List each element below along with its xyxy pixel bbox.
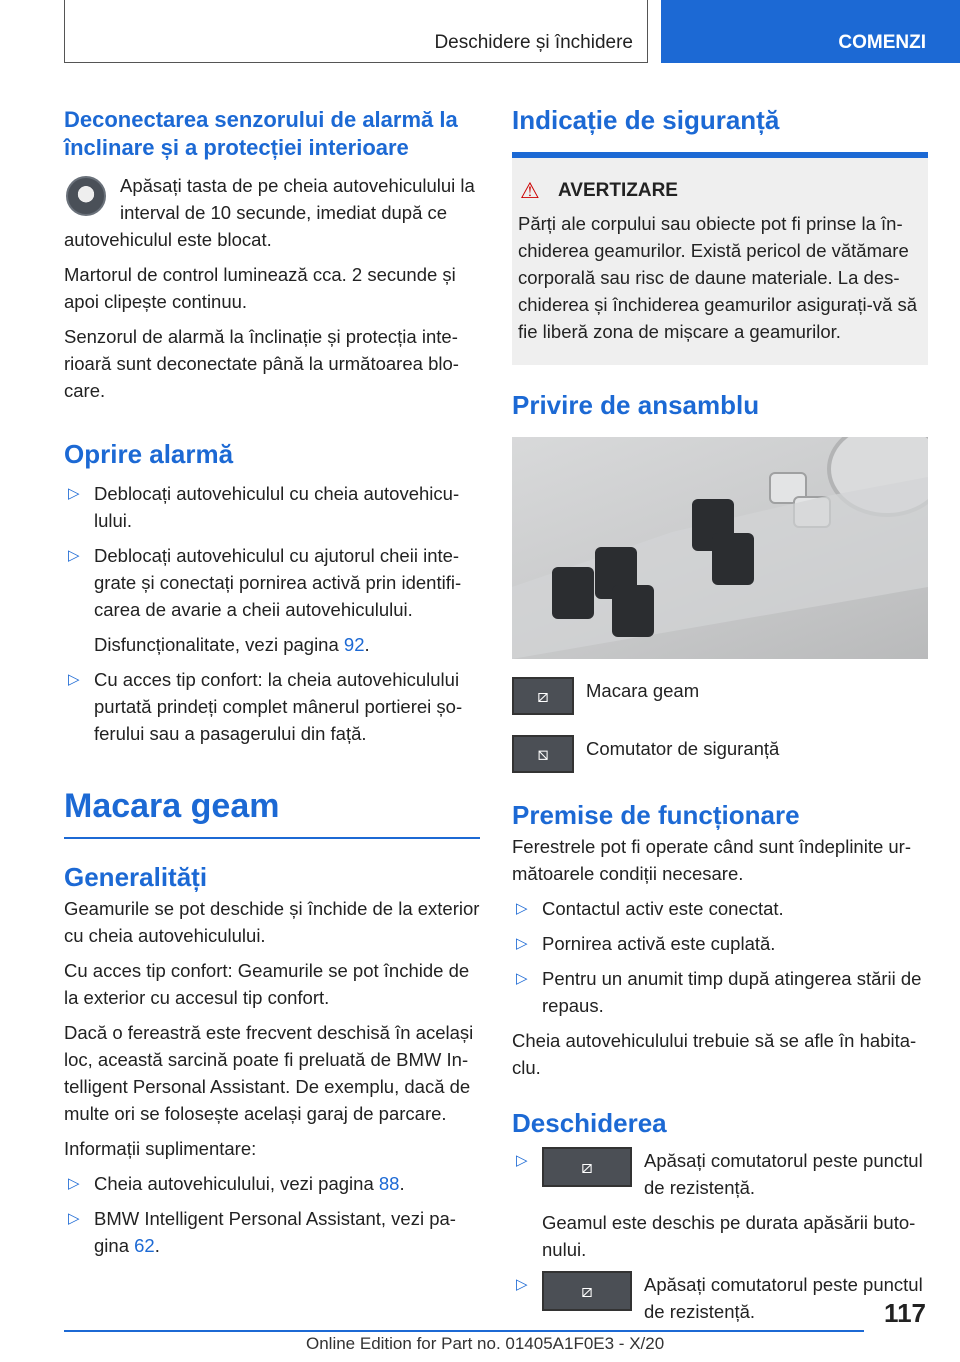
list-item: ▷ BMW Intelligent Personal Assistant, vezi pagina 62. xyxy=(64,1205,480,1259)
window-switch-icon: ⧄ xyxy=(542,1271,632,1311)
sensor-paragraph-2: Martorul de control luminează cca. 2 secunde și apoi clipește continuu. xyxy=(64,264,456,312)
warning-title-text: AVERTIZARE xyxy=(558,180,678,201)
right-column xyxy=(512,96,928,1325)
stop-alarm-heading: Oprire alarmă xyxy=(64,439,234,469)
window-switch-icon: ⧄ xyxy=(542,1147,632,1187)
list-item-text: Apăsați comutatorul peste punctul de rezistență. xyxy=(644,1274,923,1322)
list-item xyxy=(512,930,928,957)
bullet-triangle-icon: ▷ xyxy=(68,671,80,688)
list-item xyxy=(512,895,928,922)
window-switch-photo xyxy=(512,437,928,659)
heading-divider xyxy=(64,837,480,839)
general-paragraph-1: Geamurile se pot deschide și închide de la exterior cu cheia autovehiculului. xyxy=(64,898,480,946)
general-paragraph-2: Cu acces tip confort: Geamurile se pot închide de la exterior cu accesul tip confort. xyxy=(64,960,470,1008)
bullet-triangle-icon: ▷ xyxy=(516,1152,528,1169)
page-link[interactable]: 62 xyxy=(134,1235,155,1256)
safety-heading: Indicație de siguranță xyxy=(512,105,780,135)
overview-heading: Privire de ansamblu xyxy=(512,390,760,420)
page-link[interactable]: 88 xyxy=(378,1173,400,1194)
page-link[interactable]: 92 xyxy=(343,634,365,655)
warning-box xyxy=(512,158,928,365)
sensor-paragraph-1: Apăsați tasta de pe cheia autovehiculului la interval de 10 secunde, imediat după ce autovehiculul este blocat. xyxy=(64,175,475,250)
legend-text: Comutator de siguranță xyxy=(586,738,780,759)
bullet-triangle-icon: ▷ xyxy=(68,1210,80,1227)
general-heading: Generalități xyxy=(64,862,208,892)
door-panel-illustration xyxy=(512,437,928,659)
bullet-triangle-icon: ▷ xyxy=(516,1276,528,1293)
header-tab xyxy=(661,0,960,63)
prerequisites-paragraph-2: Cheia autovehiculului trebuie să se afle în habitaclu. xyxy=(512,1030,917,1078)
window-switch-icon: ⧄ xyxy=(512,677,574,715)
safety-switch-icon: ⧅ xyxy=(512,735,574,773)
sensor-paragraph-3: Senzorul de alarmă la înclinație și protecția interioară sunt deconectate până la următoarea blocare. xyxy=(64,326,459,401)
bullet-triangle-icon: ▷ xyxy=(516,935,528,952)
info-label: Informații suplimentare: xyxy=(64,1138,257,1159)
sensor-heading: Deconectarea senzorului de alarmă la înclinare și a protecției interioare xyxy=(64,107,458,160)
header-section-title: Deschidere și închidere xyxy=(434,32,633,53)
opening-note: Geamul este deschis pe durata apăsării butonului. xyxy=(542,1212,916,1260)
list-item-text: Deblocați autovehiculul cu cheia autovehiculului. xyxy=(94,483,460,531)
list-item-text: Pentru un anumit timp după atingerea stării de repaus. xyxy=(542,968,922,1016)
list-item-text: Cu acces tip confort: la cheia autovehiculului purtată prindeți complet mânerul portierei șoferului sau a pasagerului din față. xyxy=(94,669,463,744)
legend-item xyxy=(512,735,928,773)
list-item xyxy=(64,666,480,747)
page-number: 117 xyxy=(884,1298,926,1328)
list-item xyxy=(512,1147,928,1201)
warning-text: Părți ale corpului sau obiecte pot fi prinse la închiderea geamurilor. Există pericol de vătămare corporală sau risc de daune materiale. La deschiderea și închiderea geamurilor asigurați-vă să fie liberă zona de mișcare a geamurilor. xyxy=(518,213,917,342)
bullet-triangle-icon: ▷ xyxy=(516,970,528,987)
legend-item xyxy=(512,677,928,715)
window-lift-heading: Macara geam xyxy=(64,787,280,825)
header-section-box xyxy=(64,0,648,63)
list-item-text: Cheia autovehiculului, vezi pagina xyxy=(94,1173,379,1194)
prerequisites-heading: Premise de funcționare xyxy=(512,800,800,830)
bmw-key-icon xyxy=(66,176,106,216)
header-tab-label: COMENZI xyxy=(838,32,926,53)
bullet-triangle-icon: ▷ xyxy=(68,1175,80,1192)
malfunction-ref: Disfuncționalitate, vezi pagina 92. xyxy=(94,634,370,655)
list-item-text: BMW Intelligent Personal Assistant, vezi pagina xyxy=(94,1208,456,1256)
list-item-text: Apăsați comutatorul peste punctul de rezistență. xyxy=(644,1150,923,1198)
list-item xyxy=(64,542,480,623)
sensor-step xyxy=(64,172,480,253)
list-item-text: Contactul activ este conectat. xyxy=(542,898,784,919)
list-item-text: Pornirea activă este cuplată. xyxy=(542,933,776,954)
general-paragraph-3: Dacă o fereastră este frecvent deschisă în același loc, această sarcină poate fi preluată de BMW Intelligent Personal Assistant. De exemplu, dacă de multe ori se folosește același garaj de parcare. xyxy=(64,1022,474,1124)
footer-divider xyxy=(64,1330,864,1332)
legend-text: Macara geam xyxy=(586,680,700,701)
opening-heading: Deschiderea xyxy=(512,1108,667,1138)
bullet-triangle-icon: ▷ xyxy=(68,547,80,564)
bullet-triangle-icon: ▷ xyxy=(516,900,528,917)
list-item xyxy=(512,1271,928,1325)
warning-title xyxy=(520,178,920,204)
left-column xyxy=(64,96,480,1259)
malfunction-ref-text: Disfuncționalitate, vezi pagina xyxy=(94,634,344,655)
warning-triangle-icon: ⚠ xyxy=(520,178,540,203)
prerequisites-paragraph: Ferestrele pot fi operate când sunt îndeplinite următoarele condiții necesare. xyxy=(512,836,912,884)
list-item xyxy=(512,965,928,1019)
list-item: ▷ Cheia autovehiculului, vezi pagina 88. xyxy=(64,1170,480,1197)
bullet-triangle-icon: ▷ xyxy=(68,485,80,502)
list-item xyxy=(64,480,480,534)
footer-edition: Online Edition for Part no. 01405A1F0E3 - X/20 xyxy=(306,1334,665,1353)
list-item-text: Deblocați autovehiculul cu ajutorul cheii integrate și conectați pornirea activă prin identificarea de avarie a cheii autovehiculului. xyxy=(94,545,462,620)
